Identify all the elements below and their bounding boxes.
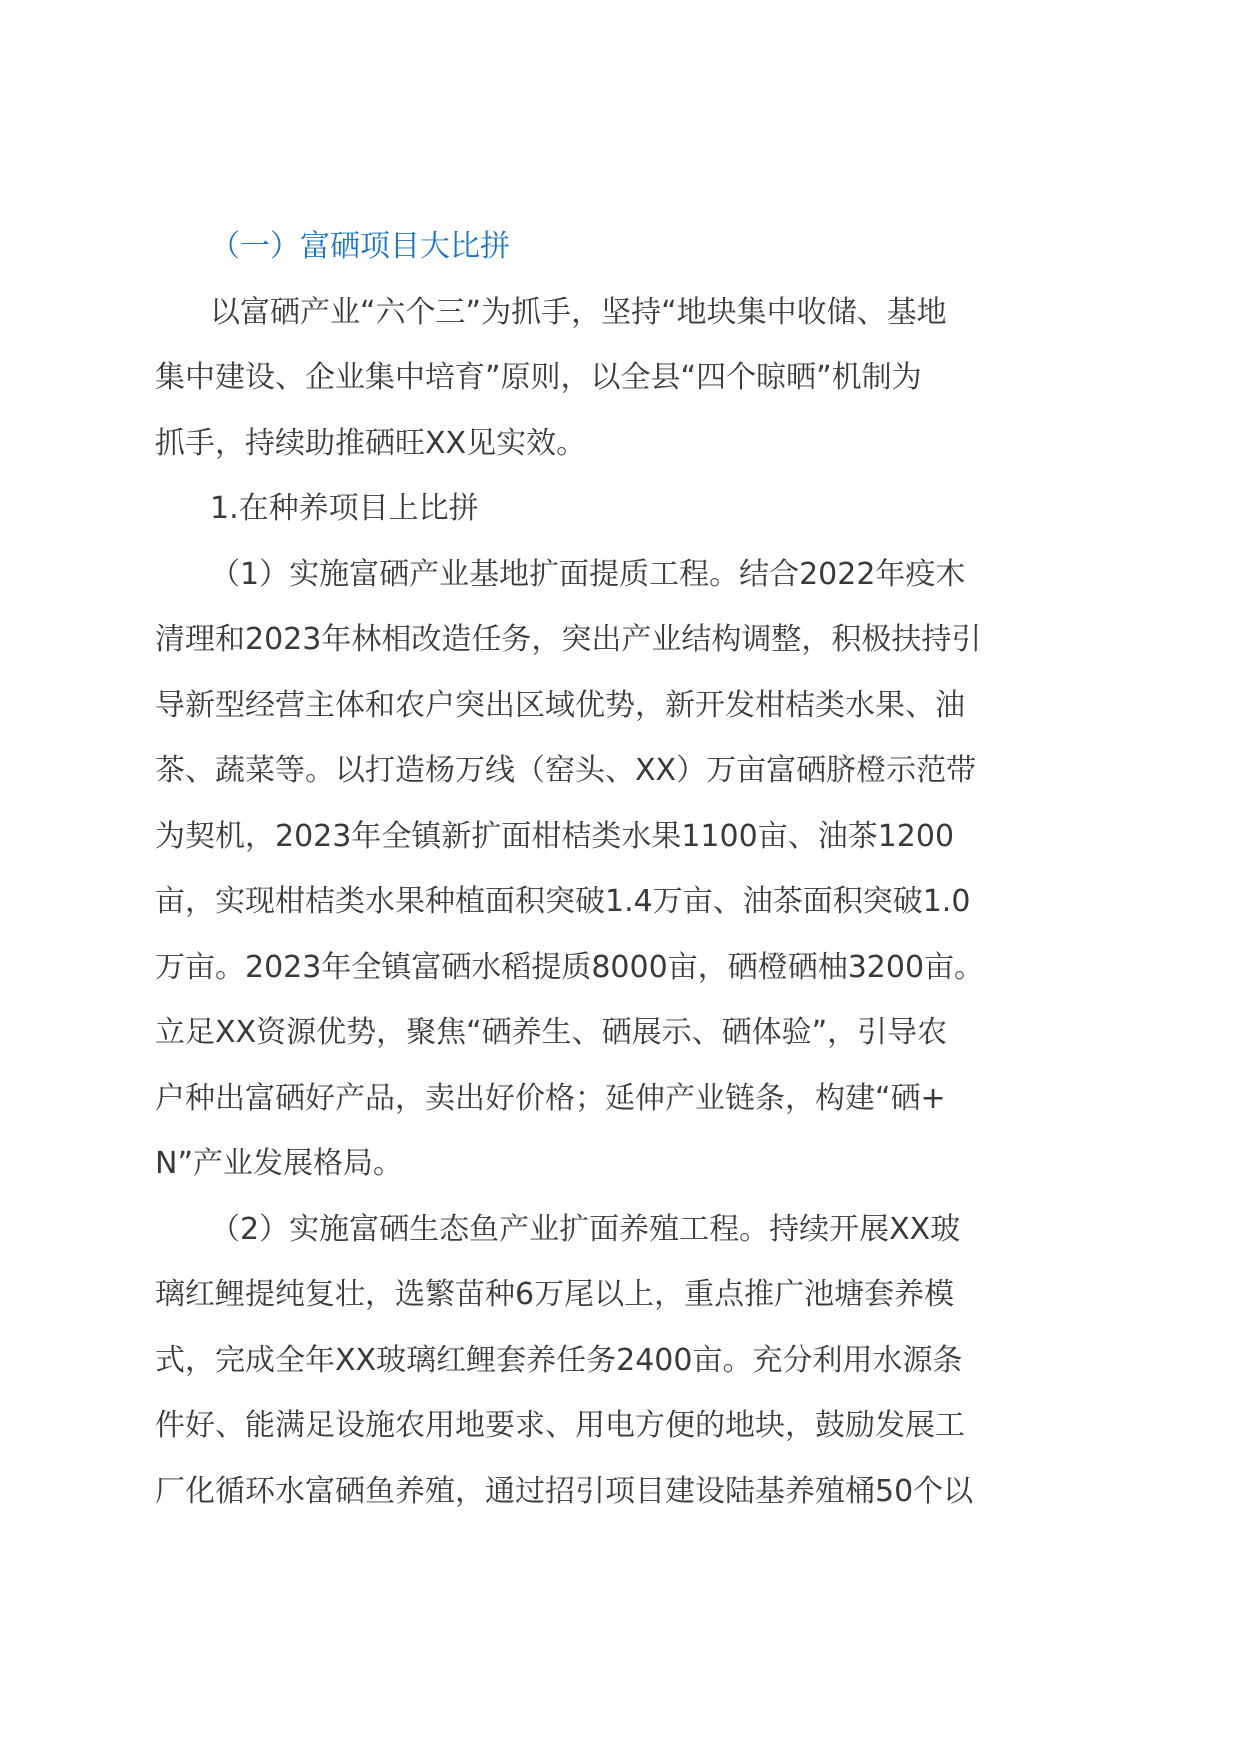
text-line: （1）实施富硒产业基地扩面提质工程。结合2022年疫木 — [210, 556, 966, 592]
text-line: 立足XX资源优势，聚焦“硒养生、硒展示、硒体验”，引导农 — [155, 1015, 948, 1050]
text-line: （2）实施富硒生态鱼产业扩面养殖工程。持续开展XX玻 — [210, 1211, 961, 1247]
text-line: N”产业发展格局。 — [155, 1146, 403, 1181]
text-line: 万亩。2023年全镇富硒水稻提质8000亩，硒橙硒柚3200亩。 — [155, 949, 985, 985]
text-line: 亩，实现柑桔类水果种植面积突破1.4万亩、油茶面积突破1.0 — [155, 884, 971, 919]
text-line: 清理和2023年林相改造任务，突出产业结构调整，积极扶持引 — [155, 622, 982, 657]
text-line: 抓手，持续助推硒旺XX见实效。 — [155, 425, 587, 461]
text-line: 户种出富硒好产品，卖出好价格；延伸产业链条，构建“硒+ — [155, 1080, 946, 1116]
text-line: 以富硒产业“六个三”为抓手，坚持“地块集中收储、基地 — [210, 294, 947, 330]
text-line: 茶、蔬菜等。以打造杨万线（窑头、XX）万亩富硒脐橙示范带 — [155, 753, 977, 788]
text-line: 导新型经营主体和农户突出区域优势，新开发柑桔类水果、油 — [155, 687, 965, 723]
text-line: 件好、能满足设施农用地要求、用电方便的地块，鼓励发展工 — [155, 1408, 965, 1443]
paragraph-item-2 — [155, 1197, 1095, 1525]
subheading-planting — [155, 476, 1095, 542]
text-line: 集中建设、企业集中培育”原则，以全县“四个晾晒”机制为 — [155, 360, 922, 395]
paragraph-item-1 — [155, 542, 1095, 1197]
text-line: 厂化循环水富硒鱼养殖，通过招引项目建设陆基养殖桶50个以 — [155, 1473, 974, 1509]
text-line: 式，完成全年XX玻璃红鲤套养任务2400亩。充分利用水源条 — [155, 1342, 963, 1378]
document-body — [155, 214, 1095, 1524]
text-line: 为契机，2023年全镇新扩面柑桔类水果1100亩、油茶1200 — [155, 818, 955, 854]
text-line: 璃红鲤提纯复壮，选繁苗种6万尾以上，重点推广池塘套养模 — [155, 1277, 955, 1312]
section-heading: （一）富硒项目大比拼 — [210, 229, 510, 264]
paragraph-intro — [155, 280, 1095, 477]
text-line: 1.在种养项目上比拼 — [210, 491, 479, 526]
